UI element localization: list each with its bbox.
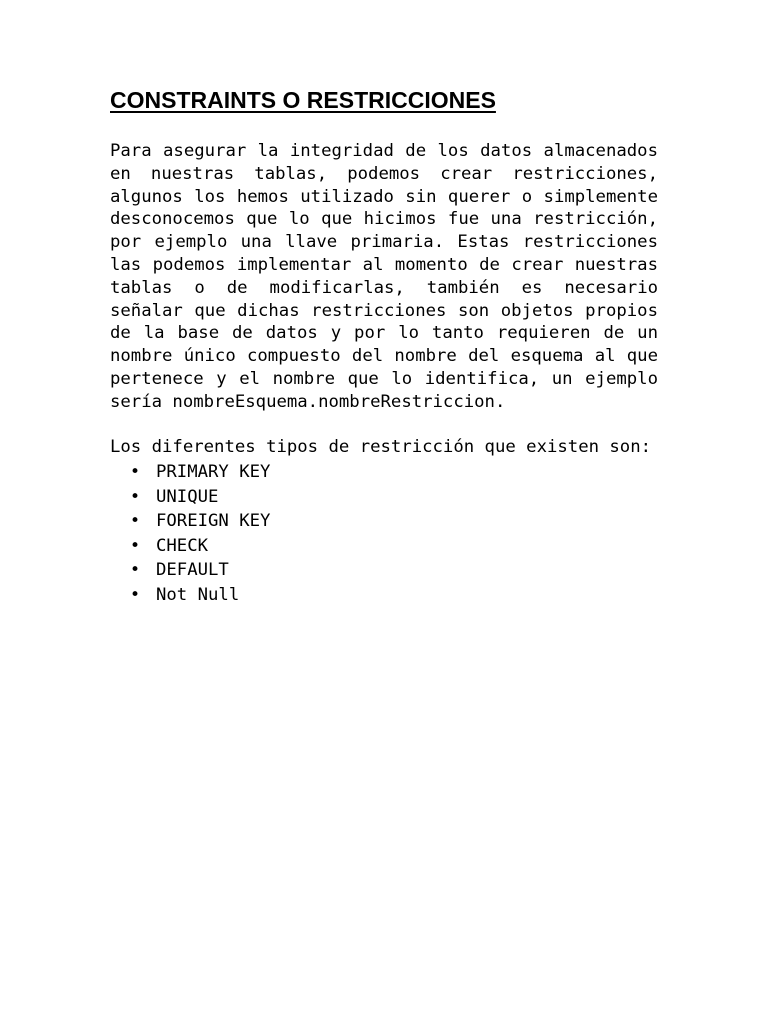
list-item	[130, 534, 658, 559]
document-page	[110, 86, 658, 607]
list-item-label: CHECK	[156, 535, 209, 556]
document-title: CONSTRAINTS O RESTRICCIONES	[110, 87, 496, 113]
list-item-label: Not Null	[156, 584, 240, 605]
bullet-icon: •	[130, 584, 141, 605]
types-intro-paragraph: Los diferentes tipos de restricción que existen son:	[110, 436, 652, 457]
bullet-icon: •	[130, 462, 141, 483]
list-item	[130, 583, 658, 608]
list-item	[130, 558, 658, 583]
bullet-icon: •	[130, 486, 141, 507]
list-item-label: UNIQUE	[156, 486, 219, 507]
list-item	[130, 460, 658, 485]
bullet-icon: •	[130, 511, 141, 532]
intro-paragraph: Para asegurar la integridad de los datos almacenados en nuestras tablas, podemos crear restricciones, algunos los hemos utilizado sin querer o simplemente desconocemos que lo que hicimos fue una restricción, por ejemplo una llave primaria. Estas restricciones las podemos implementar al momento de crear nuestras tablas o de modificarlas, también es necesario señalar que dichas restricciones son objetos propios de la base de datos y por lo tanto requieren de un nombre único compuesto del nombre del esquema al que pertenece y el nombre que lo identifica, un ejemplo sería nombreEsquema.nombreRestriccion.	[110, 141, 658, 412]
list-item-label: PRIMARY KEY	[156, 462, 271, 483]
list-item	[130, 485, 658, 510]
bullet-icon: •	[130, 560, 141, 581]
constraint-types-list	[110, 460, 658, 607]
list-item	[130, 509, 658, 534]
list-item-label: DEFAULT	[156, 560, 229, 581]
list-item-label: FOREIGN KEY	[156, 511, 271, 532]
bullet-icon: •	[130, 535, 141, 556]
